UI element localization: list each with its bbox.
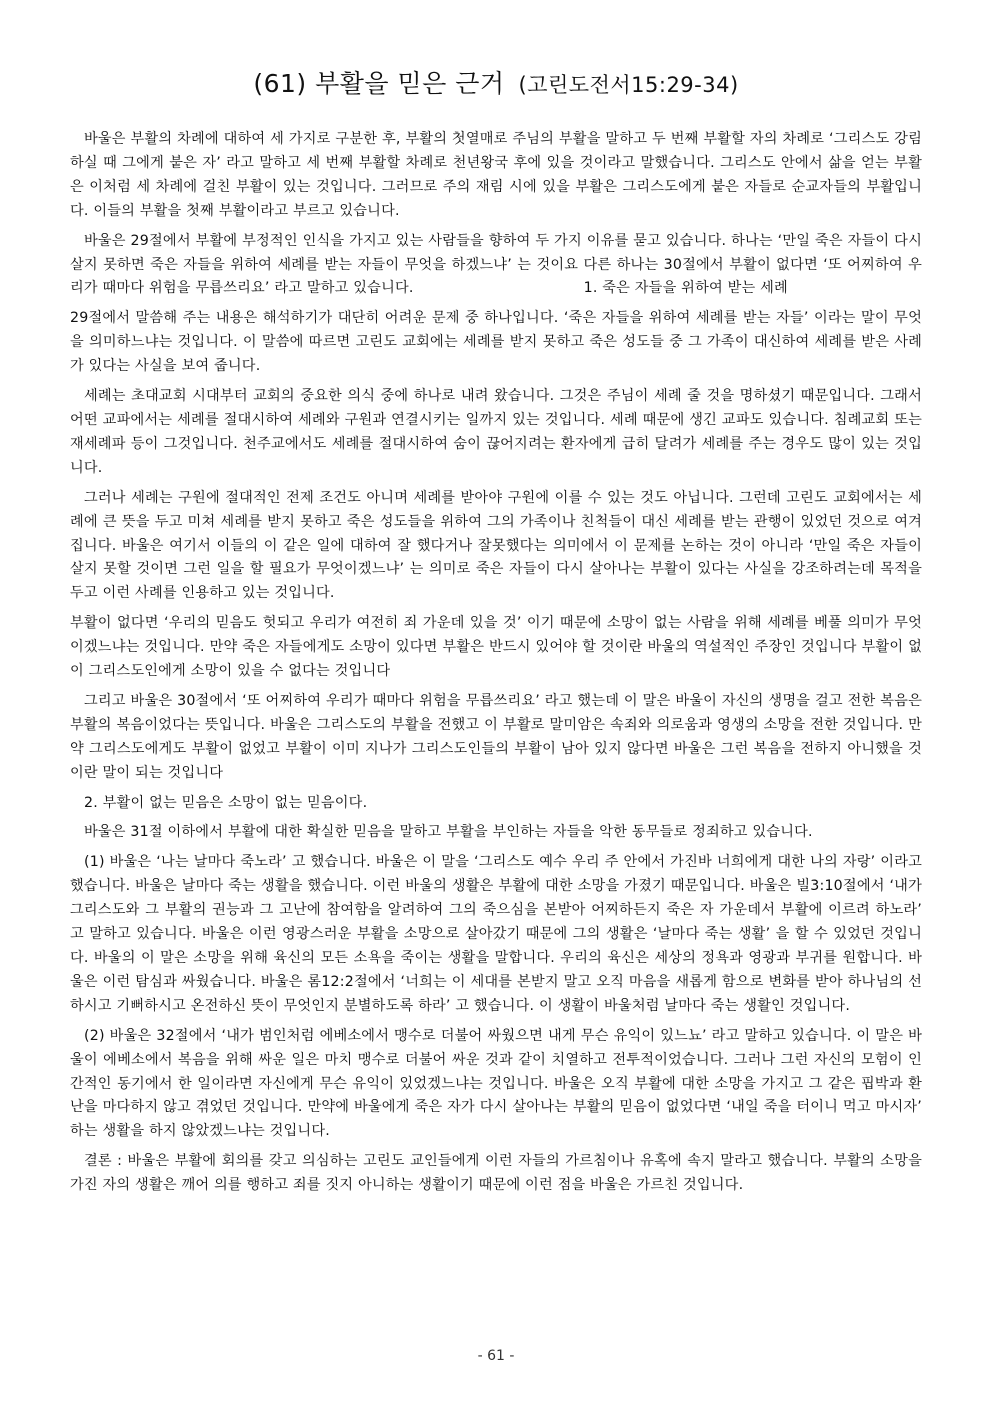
conclusion-paragraph: 결론 : 바울은 부활에 회의를 갖고 의심하는 고린도 교인들에게 이런 자들의 가르침이나 유혹에 속지 말라고 했습니다. 부활의 소망을 가진 자의 생활은 깨어 의를 행하고 죄를 짓지 아니하는 생활이기 때문에 이런 점을 바울은 가르친 것입니다. — [70, 1153, 922, 1194]
paragraph: 그러나 세례는 구원에 절대적인 전제 조건도 아니며 세례를 받아야 구원에 이를 수 있는 것도 아닙니다. 그런데 고린도 교회에서는 세례에 큰 뜻을 두고 미쳐 세례를 받지 못하고 죽은 성도들을 위하여 그의 가족이나 친척들이 대신 세례를 받는 관행이 있었던 것으로 여겨집니다. 바울은 여기서 이들의 이 같은 일에 대하여 잘 했다거나 잘못했다는 의미에서 이 문제를 논하는 것이 아니라 ‘만일 죽은 자들이 살지 못할 것이면 그런 일을 할 필요가 무엇이겠느냐’ 는 의미로 죽은 자들이 다시 살아나는 부활이 있다는 사실을 강조하려는데 목적을 두고 이런 사례를 인용하고 있는 것입니다. — [70, 489, 922, 602]
title-text: (61) 부활을 믿은 근거 — [253, 69, 505, 98]
paragraph: 바울은 부활의 차례에 대하여 세 가지로 구분한 후, 부활의 첫열매로 주님의 부활을 말하고 두 번째 부활할 자의 차례로 ‘그리스도 강림하실 때 그에게 붙은 자’ 라고 말하고 세 번째 부활할 차례로 천년왕국 후에 있을 것이라고 말했습니다. 그리스도 안에서 삶을 얻는 부활은 이처럼 세 차례에 걸친 부활이 있는 것입니다. 그러므로 주의 재림 시에 있을 부활은 그리스도에게 붙은 자들로 순교자들의 부활입니다. 이들의 부활을 첫째 부활이라고 부르고 있습니다. — [70, 131, 922, 219]
paragraph: 29절에서 말씀해 주는 내용은 해석하기가 대단히 어려운 문제 중 하나입니다. ‘죽은 자들을 위하여 세례를 받는 자들’ 이라는 말이 무엇을 의미하느냐는 것입니다. 이 말씀에 따르면 고린도 교회에는 세례를 받지 못하고 죽은 성도들 중 그 가족이 대신하여 세례를 받은 사례가 있다는 사실을 보여 줍니다. — [70, 310, 922, 375]
paragraph-text: 바울은 29절에서 부활에 부정적인 인식을 가지고 있는 사람들을 향하여 두 가지 이유를 묻고 있습니다. 하나는 ‘만일 죽은 자들이 다시 살지 못하면 죽은 자들을 위하여 세례를 받는 자들이 무엇을 하겠느냐’ 는 것이요 다른 하나는 30절에서 부활이 없다면 ‘또 어찌하여 우리가 때마다 위험을 무릅쓰리요’ 라고 말하고 있습니다. — [70, 232, 922, 297]
document-body — [70, 128, 922, 1204]
page-number: - 61 - — [477, 1348, 515, 1364]
scripture-reference: (고린도전서15:29-34) — [518, 73, 739, 97]
section-heading-2: 2. 부활이 없는 믿음은 소망이 없는 믿음이다. — [84, 794, 368, 811]
paragraph: 세례는 초대교회 시대부터 교회의 중요한 의식 중에 하나로 내려 왔습니다. 그것은 주님이 세례 줄 것을 명하셨기 때문입니다. 그래서 어떤 교파에서는 세례를 절대시하여 세례와 구원과 연결시키는 일까지 있는 것입니다. 세례 때문에 생긴 교파도 있습니다. 침례교회 또는 재세례파 등이 그것입니다. 천주교에서도 세례를 절대시하여 숨이 끊어지려는 환자에게 급히 달려가 세례를 주는 경우도 많이 있는 것입니다. — [70, 388, 922, 476]
paragraph: 그리고 바울은 30절에서 ‘또 어찌하여 우리가 때마다 위험을 무릅쓰리요’ 라고 했는데 이 말은 바울이 자신의 생명을 걸고 전한 복음은 부활의 복음이었다는 뜻입니다. 바울은 그리스도의 부활을 전했고 이 부활로 말미암은 속죄와 의로움과 영생의 소망을 전한 것입니다. 만약 그리스도에게도 부활이 없었고 부활이 이미 지나가 그리스도인들의 부활이 남아 있지 않다면 바울은 그런 복음을 전하지 아니했을 것이란 말이 되는 것입니다 — [70, 692, 922, 781]
section-heading-1: 1. 죽은 자들을 위하여 받는 세례 — [583, 280, 788, 297]
paragraph: 바울은 31절 이하에서 부활에 대한 확실한 믿음을 말하고 부활을 부인하는 자들을 악한 동무들로 정죄하고 있습니다. — [84, 824, 813, 841]
paragraph: 부활이 없다면 ‘우리의 믿음도 헛되고 우리가 여전히 죄 가운데 있을 것’ 이기 때문에 소망이 없는 사람을 위해 세례를 베풀 의미가 무엇이겠느냐는 것입니다. 만약 죽은 자들에게도 소망이 있다면 부활은 반드시 있어야 할 것이란 바울의 역설적인 주장인 것입니다 부활이 없이 그리스도인에게 소망이 있을 수 없다는 것입니다 — [70, 615, 922, 680]
paragraph — [70, 230, 922, 302]
paragraph: (2) 바울은 32절에서 ‘내가 범인처럼 에베소에서 맹수로 더불어 싸웠으면 내게 무슨 유익이 있느뇨’ 라고 말하고 있습니다. 이 말은 바울이 에베소에서 복음을 위해 싸운 일은 마치 맹수로 더불어 싸운 것과 같이 치열하고 전투적이었습니다. 그러나 그런 자신의 모험이 인간적인 동기에서 한 일이라면 자신에게 무슨 유익이 있었겠느냐는 것입니다. 바울은 오직 부활에 대한 소망을 가지고 그 같은 핍박과 환난을 마다하지 않고 겪었던 것입니다. 만약에 바울에게 죽은 자가 다시 살아나는 부활의 믿음이 없었다면 ‘내일 죽을 터이니 먹고 마시자’ 하는 생활을 하지 않았겠느냐는 것입니다. — [70, 1027, 922, 1140]
page-title — [70, 64, 922, 105]
paragraph: (1) 바울은 ‘나는 날마다 죽노라’ 고 했습니다. 바울은 이 말을 ‘그리스도 예수 우리 주 안에서 가진바 너희에게 대한 나의 자랑’ 이라고 했습니다. 바울은 날마다 죽는 생활을 했습니다. 이런 바울의 생활은 부활에 대한 소망을 가졌기 때문입니다. 바울은 빌3:10절에서 ‘내가 그리스도와 그 부활의 권능과 그 고난에 참여함을 알려하여 그의 죽으심을 본받아 어찌하든지 죽은 자 가운데서 부활에 이르려 하노라’ 고 말하고 있습니다. 바울은 이런 영광스러운 부활을 소망으로 살아갔기 때문에 그의 생활은 ‘날마다 죽는 생활’ 을 할 수 있었던 것입니다. 바울의 이 말은 소망을 위해 육신의 모든 소욕을 죽이는 생활을 말합니다. 우리의 육신은 세상의 정욕과 영광과 부귀를 원합니다. 바울은 이런 탐심과 싸웠습니다. 바울은 롬12:2절에서 ‘너희는 이 세대를 본받지 말고 오직 마음을 새롭게 함으로 변화를 받아 하나님의 선하시고 기뻐하시고 온전하신 뜻이 무엇인지 분별하도록 하라’ 고 했습니다. 이 생활이 바울처럼 날마다 죽는 생활인 것입니다. — [70, 854, 922, 1014]
